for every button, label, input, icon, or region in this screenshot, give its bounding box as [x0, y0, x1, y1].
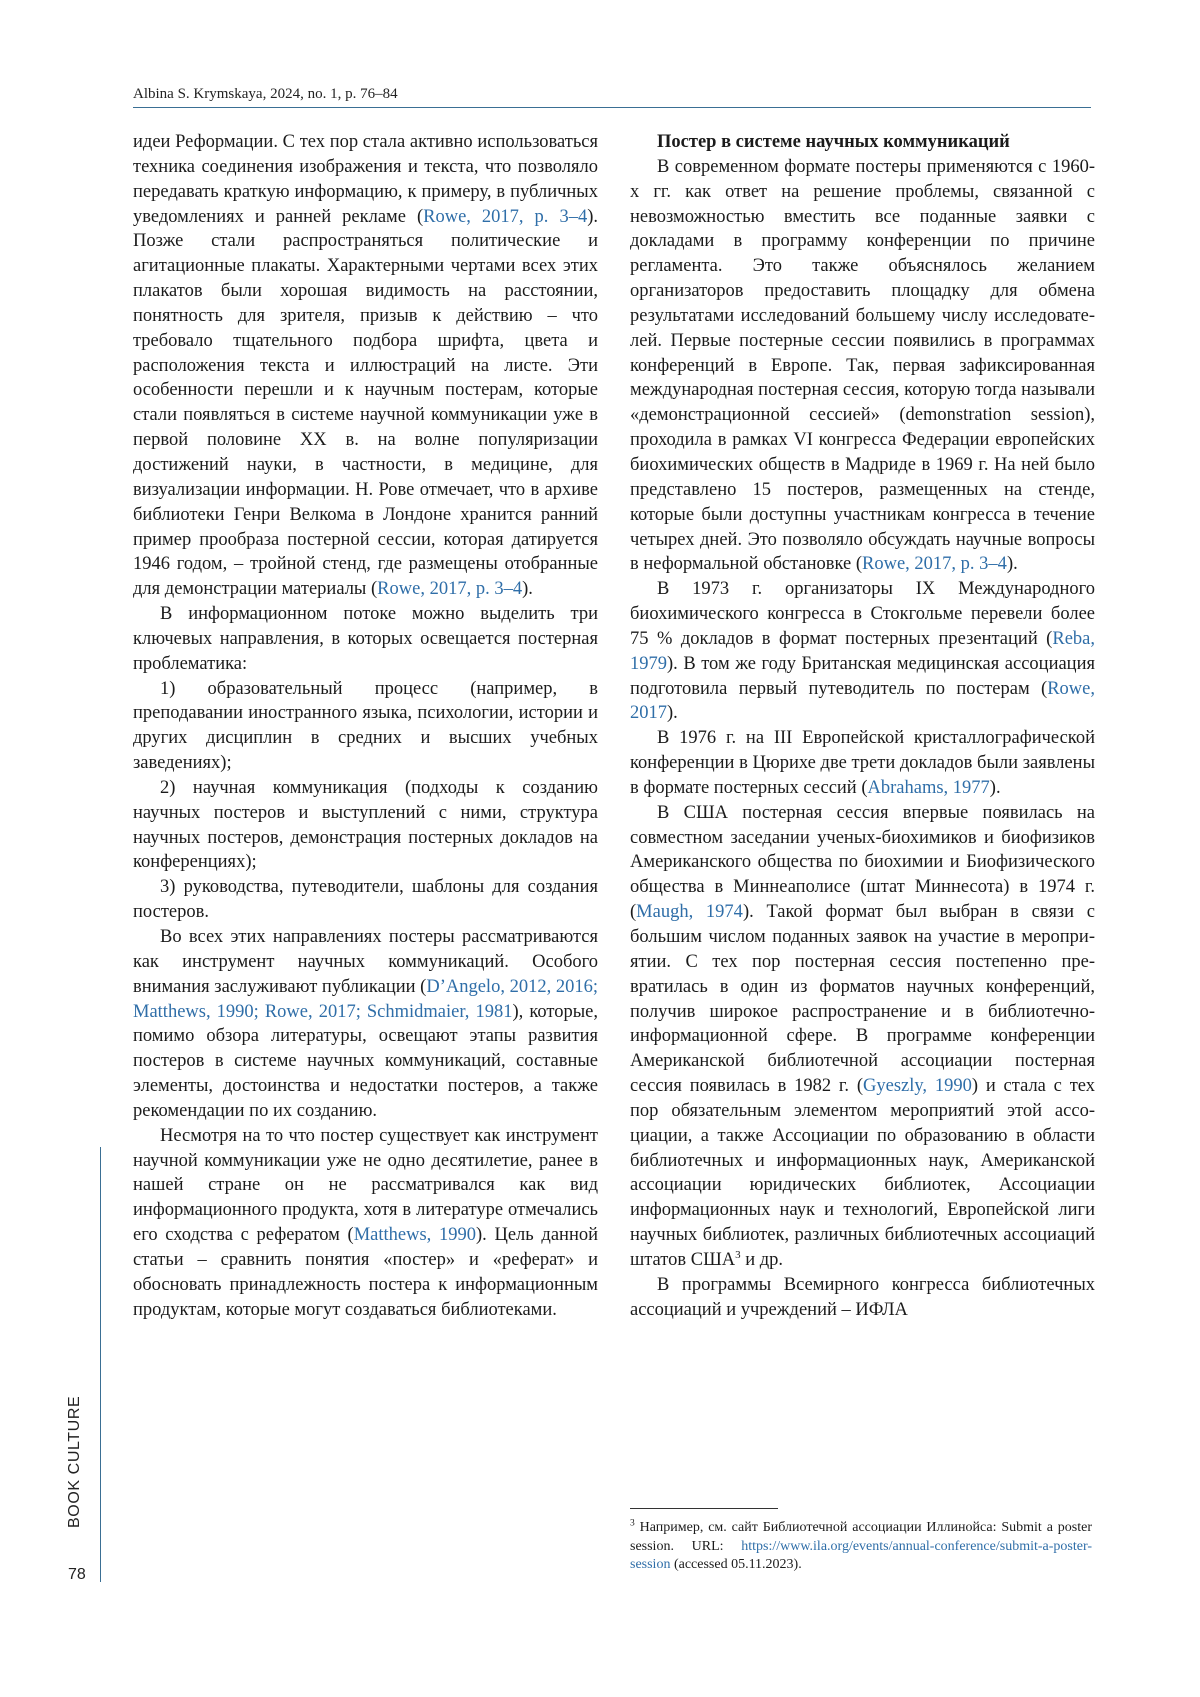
- citation-link[interactable]: Abrahams, 1977: [867, 777, 990, 798]
- footnote: [630, 1519, 1092, 1575]
- paragraph: В США постерная сессия впервые появилась на совместном заседании ученых-биохимиков и биофизиков Американского общества по биохимии и Биофизического общества в Миннеаполисе (штат Миннесота) в 1974 г. (Maugh, 1974). Такой формат был выбран в связи с большим числом поданных заявок на участие в мероприятии. С тех пор постерная сессия постепенно превратилась в один из форматов научных конференций, получив широкое распространение и в библиотечно-информационной сфере. В программе конференции Американской библиотечной ассоциации постерная сессия появилась в 1982 г. (Gyeszly, 1990) и стала с тех пор обязательным элементом мероприятий этой ассоциации, а также Ассоциации по образованию в области библиотечных и информационных наук, Американской ассоциации юридических библиотек, Ассоциации информационных наук и технологий, Европейской лиги научных библиотек, различных библиотечных ассоциаций штатов США$^3$ и др.: [630, 802, 1096, 1270]
- citation-link[interactable]: Rowe, 2017, p. 3–4: [423, 206, 588, 227]
- citation-link[interactable]: Reba, 1979: [630, 628, 1095, 674]
- side-rule: [100, 1147, 101, 1582]
- right-column: [630, 130, 1095, 1323]
- citation-link[interactable]: Rowe, 2017: [630, 678, 1095, 724]
- paragraph: идеи Реформации. С тех пор стала активно использоваться техника соединения изображения и текста, что позволяло передавать краткую информацию, к примеру, в публичных уведомлениях и ранней рекламе (Rowe, 2017, p. 3–4). Позже стали распространяться политические и агитационные плакаты. Характерными чертами всех этих плакатов были хорошая видимость на расстоянии, понятность для зрителя, призыв к действию – что требовало тщательного подбора шрифта, цвета и расположения текста и иллюстраций на листе. Эти особенности перешли и к научным постерам, которые стали появляться в системе научной коммуникации уже в первой половине XX в. на волне популяризации достижений науки, в частности, в медицине, для визуализации информации. Н. Рове отмечает, что в архиве библиотеки Генри Велкома в Лондоне хранится ранний пример прообраза постерной сессии, которая датируется 1946 годом, – тройной стенд, где размещены отобранные для демонстрации материалы (Rowe, 2017, p. 3–4).: [133, 132, 598, 600]
- citation-link[interactable]: Maugh, 1974: [636, 902, 743, 923]
- header-rule: [133, 107, 1091, 108]
- paragraph: В современном формате постеры применяются с 1960-х гг. как ответ на решение проблемы, связанной с невозможностью вместить все поданные заявки с докладами в программу конференции по причине регламента. Это также объяснялось желанием организаторов предоставить площадку для обмена результатами исследований большему числу исследователей. Первые постерные сессии появились в программах конференций в Европе. Так, первая зафиксированная международная постерная сессия, которую тогда называли «демонстрационной сессией» (demonstration session), проходила в рамках VI конгресса Федерации европейских биохимических обществ в Мадриде в 1969 г. На ней было представлено 15 постеров, размещенных на стенде, которые были доступны участникам конгресса в течение четырех дней. Это позволяло обсуждать научные вопросы в неформальной обстановке (Rowe, 2017, p. 3–4).: [630, 156, 1095, 575]
- footnote-marker[interactable]: 3: [735, 1248, 741, 1261]
- list-item: 3) руководства, путеводители, шаблоны для создания постеров.: [133, 877, 598, 923]
- citation-link[interactable]: D’Angelo, 2012, 2016; Matthews, 1990; Rowe, 2017; Schmidmaier, 1981: [133, 976, 598, 1022]
- paragraph: Несмотря на то что постер существует как инструмент научной коммуникации уже не одно десятилетие, ранее в нашей стране он не рассматривался как вид информационного продукта, хотя в литературе отмечались его сходства с рефератом (Matthews, 1990). Цель данной статьи – сравнить понятия «постер» и «реферат» и обосновать принадлежность постера к информационным продуктам, которые могут создаваться библиотеками.: [133, 1125, 598, 1320]
- journal-section-label: BOOK CULTURE: [66, 1395, 83, 1528]
- page-number: 78: [68, 1566, 86, 1583]
- footnote-text: Например, см. сайт Библиотечной ассоциации Иллинойса: Submit a poster session. URL:: [630, 1520, 1093, 1554]
- paragraph: В 1976 г. на III Европейской кристаллографической конференции в Цюрихе две трети докладов были заявлены в формате постерных сессий (Abrahams, 1977).: [630, 728, 1095, 798]
- footnote-rule: [630, 1508, 778, 1509]
- section-heading: Постер в системе научных коммуникаций: [657, 132, 1010, 152]
- paragraph: В программы Всемирного конгресса библиотечных ассоциаций и учреждений – ИФЛА: [630, 1274, 1095, 1320]
- left-column: [133, 130, 598, 1323]
- citation-link[interactable]: Gyeszly, 1990: [863, 1076, 972, 1097]
- paragraph: В информационном потоке можно выделить три ключевых направления, в которых освещается постерная проблематика:: [133, 604, 598, 674]
- paragraph: Во всех этих направлениях постеры рассматриваются как инструмент научных коммуникаций. Особого внимания заслуживают публикации (D’Angelo, 2012, 2016; Matthews, 1990; Rowe, 2017; Schmidmaier, 1981), которые, помимо обзора литературы, освещают этапы развития постеров в системе научных коммуникаций, составные элементы, достоинства и недостатки постеров, а также рекомендации по их созданию.: [133, 927, 598, 1121]
- list-item: 1) образовательный процесс (например, в преподавании иностранного языка, психологии, истории и других дисциплин в средних и высших учебных заведениях);: [133, 678, 598, 774]
- footnote-accessed: (accessed 05.11.2023).: [670, 1557, 802, 1572]
- running-head: Albina S. Krymskaya, 2024, no. 1, p. 76–84: [133, 86, 398, 102]
- citation-link[interactable]: Matthews, 1990: [353, 1225, 476, 1246]
- paragraph: В 1973 г. организаторы IX Международного биохимического конгресса в Стокгольме перевели более 75 % докладов в формат постерных презентаций (Reba, 1979). В том же году Британская медицинская ассоциация подготовила первый путеводитель по постерам (Rowe, 2017).: [630, 579, 1095, 724]
- footnote-url-link[interactable]: https://www.ila.org/events/annual-conference/submit-a-poster-session: [630, 1538, 1092, 1572]
- footnote-number: 3: [630, 1518, 635, 1529]
- list-item: 2) научная коммуникация (подходы к созданию научных постеров и выступлений с ними, структура научных постеров, демонстрация постерных докладов на конференциях);: [133, 777, 598, 873]
- citation-link[interactable]: Rowe, 2017, p. 3–4: [862, 554, 1007, 575]
- citation-link[interactable]: Rowe, 2017, p. 3–4: [377, 579, 523, 600]
